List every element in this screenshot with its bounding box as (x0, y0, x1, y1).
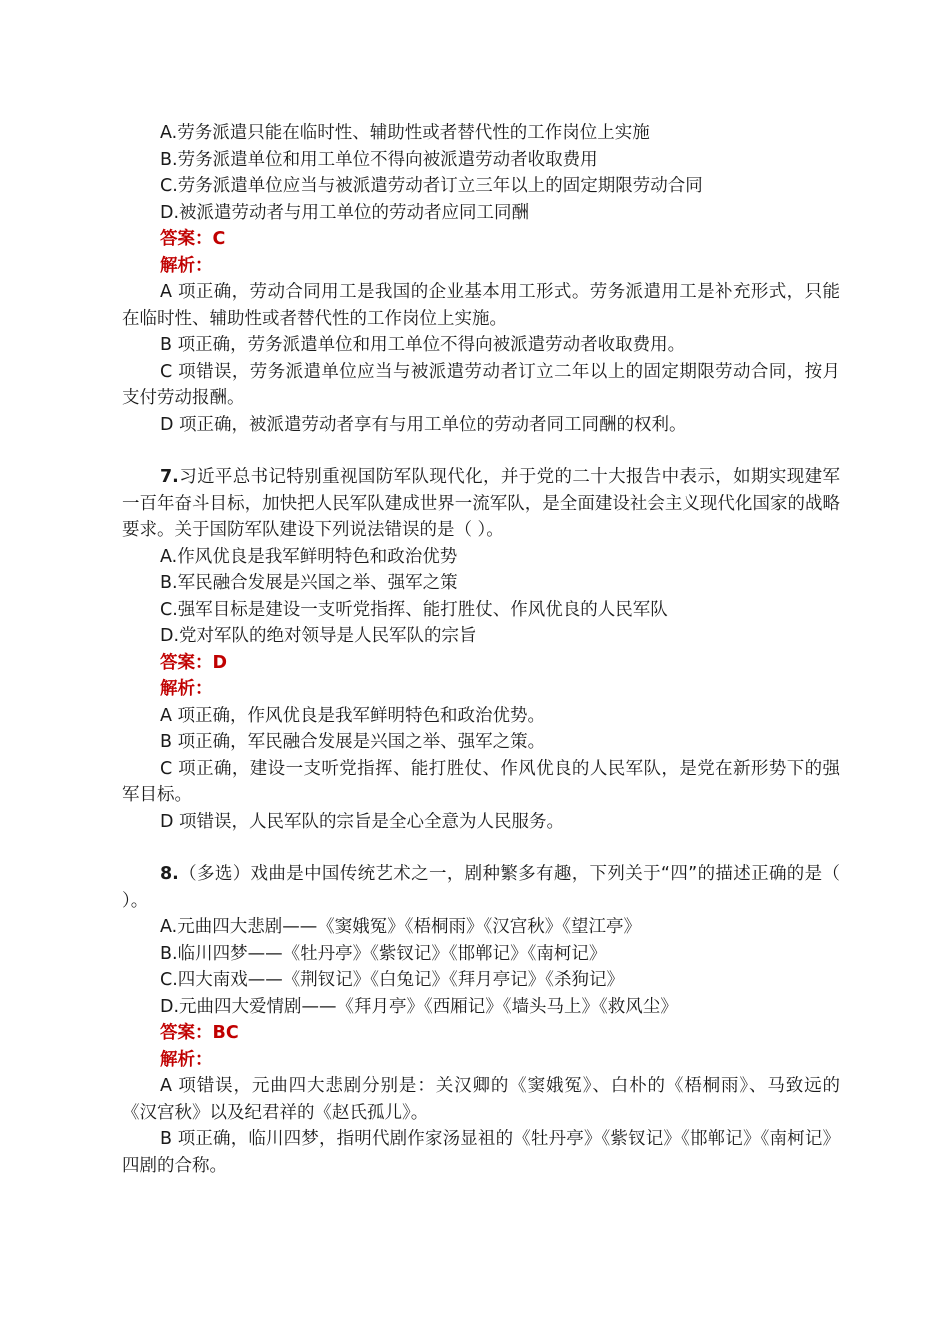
q7-analysis-b: B 项正确，军民融合发展是兴国之举、强军之策。 (160, 732, 546, 752)
q8-number: 8. (160, 864, 179, 884)
q6-analysis-label: 解析： (160, 255, 213, 276)
q7-analysis-label: 解析： (160, 679, 213, 699)
q8-stem-text: （多选）戏曲是中国传统艺术之一，剧种繁多有趣，下列关于“四”的描述正确的是（ ）。 (122, 864, 840, 911)
q8-analysis-label: 解析： (160, 1049, 213, 1070)
q8-analysis-b: B 项正确，临川四梦，指明代剧作家汤显祖的《牡丹亭》《紫钗记》《邯郸记》《南柯记》四剧的合称。 (122, 1129, 840, 1176)
q6-analysis-b: B 项正确，劳务派遣单位和用工单位不得向被派遣劳动者收取费用。 (160, 335, 686, 355)
question-8 (122, 861, 840, 1179)
q6-option-c: C.劳务派遣单位应当与被派遣劳动者订立三年以上的固定期限劳动合同 (160, 176, 703, 196)
q6-analysis-a: A 项正确，劳动合同用工是我国的企业基本用工形式。劳务派遣用工是补充形式，只能在临时性、辅助性或者替代性的工作岗位上实施。 (122, 282, 840, 329)
q7-answer-value: D (212, 652, 228, 673)
q7-stem-text: 习近平总书记特别重视国防军队现代化，并于党的二十大报告中表示，如期实现建军一百年奋斗目标，加快把人民军队建成世界一流军队，是全面建设社会主义现代化国家的战略要求。关于国防军队建设下列说法错误的是（ ）。 (122, 467, 840, 540)
q7-number: 7. (160, 467, 179, 487)
q6-analysis-c: C 项错误，劳务派遣单位应当与被派遣劳动者订立二年以上的固定期限劳动合同，按月支付劳动报酬。 (122, 361, 840, 408)
q8-option-b: B.临川四梦——《牡丹亭》《紫钗记》《邯郸记》《南柯记》 (160, 943, 607, 964)
q6-option-b: B.劳务派遣单位和用工单位不得向被派遣劳动者收取费用 (160, 149, 598, 170)
q7-option-b: B.军民融合发展是兴国之举、强军之策 (160, 573, 458, 593)
q7-stem (122, 464, 840, 544)
q8-answer (122, 1020, 840, 1047)
q7-analysis-a: A 项正确，作风优良是我军鲜明特色和政治优势。 (160, 705, 546, 726)
spacer (122, 835, 840, 861)
q6-answer-value: C (212, 229, 226, 249)
q7-answer (122, 650, 840, 677)
question-7 (122, 464, 840, 835)
q8-answer-label: 答案： (160, 1023, 213, 1043)
spacer (122, 438, 840, 464)
q6-option-d: D.被派遣劳动者与用工单位的劳动者应同工同酬 (160, 202, 530, 223)
q6-analysis-d: D 项正确，被派遣劳动者享有与用工单位的劳动者同工同酬的权利。 (160, 414, 687, 435)
q7-option-d: D.党对军队的绝对领导是人民军队的宗旨 (160, 626, 477, 646)
question-6 (122, 120, 840, 438)
q6-answer (122, 226, 840, 253)
q8-analysis-a: A 项错误，元曲四大悲剧分别是：关汉卿的《窦娥冤》、白朴的《梧桐雨》、马致远的《汉宫秋》以及纪君祥的《赵氏孤儿》。 (122, 1076, 840, 1123)
q8-option-a: A.元曲四大悲剧——《窦娥冤》《梧桐雨》《汉宫秋》《望江亭》 (160, 917, 641, 937)
q8-option-c: C.四大南戏——《荆钗记》《白兔记》《拜月亭记》《杀狗记》 (160, 970, 625, 990)
q7-analysis-c: C 项正确，建设一支听党指挥、能打胜仗、作风优良的人民军队，是党在新形势下的强军目标。 (122, 758, 840, 805)
q6-option-a: A.劳务派遣只能在临时性、辅助性或者替代性的工作岗位上实施 (160, 123, 650, 143)
q6-answer-label: 答案： (160, 229, 213, 249)
q7-answer-label: 答案： (160, 652, 213, 673)
q7-option-c: C.强军目标是建设一支听党指挥、能打胜仗、作风优良的人民军队 (160, 599, 668, 620)
q8-option-d: D.元曲四大爱情剧——《拜月亭》《西厢记》《墙头马上》《救风尘》 (160, 996, 678, 1017)
q8-answer-value: BC (212, 1023, 239, 1043)
q7-option-a: A.作风优良是我军鲜明特色和政治优势 (160, 546, 458, 567)
q8-stem (122, 861, 840, 914)
q7-analysis-d: D 项错误，人民军队的宗旨是全心全意为人民服务。 (160, 811, 565, 832)
